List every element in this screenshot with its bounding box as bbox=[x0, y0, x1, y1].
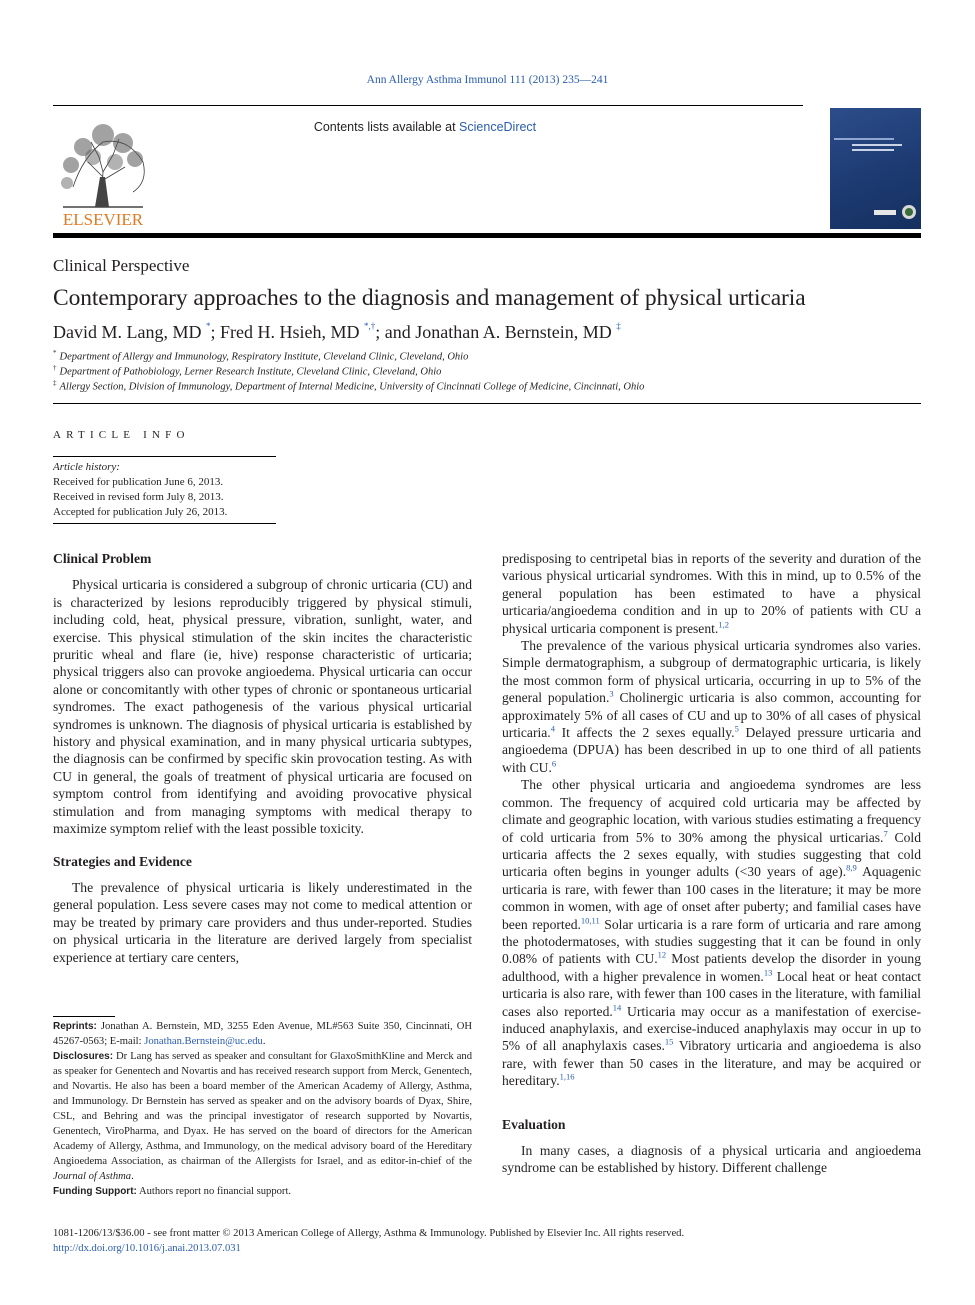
doi-link[interactable]: http://dx.doi.org/10.1016/j.anai.2013.07.031 bbox=[53, 1243, 241, 1254]
author-affiliation-mark[interactable]: * bbox=[205, 321, 211, 331]
paragraph-text: predisposing to centripetal bias in reports of the severity and duration of the various physical urticarial syndromes. With this in mind, up to 0.5% of the general population has been estimated to have a physical urticaria/angioedema condition and in up to 20% of patients with CU a physical urticaria component is present. bbox=[502, 551, 921, 636]
affiliation-mark: † bbox=[53, 364, 57, 372]
footnote-label: Disclosures: bbox=[53, 1051, 114, 1062]
paragraph-text: Most patients develop the disorder in young adulthood, with a higher prevalence in women. bbox=[502, 951, 922, 984]
footnote-text: . bbox=[262, 1036, 266, 1047]
author-affiliation-mark[interactable]: ‡ bbox=[616, 321, 621, 331]
citation[interactable]: 10,11 bbox=[580, 915, 600, 925]
history-accepted: Accepted for publication July 26, 2013. bbox=[53, 506, 228, 518]
paragraph-text: Urticaria may occur as a manifestation of exercise-induced anaphylaxis, and exercise-induced anaphylaxis may occur in up to 5% of all anaphylaxis cases. bbox=[502, 1003, 921, 1054]
citation[interactable]: 1,16 bbox=[559, 1071, 575, 1082]
contents-available bbox=[180, 120, 670, 134]
citation[interactable]: 5 bbox=[734, 723, 739, 734]
affiliation bbox=[53, 349, 468, 363]
paragraph-text: Vibratory urticaria and angioedema is also rare, with fewer than 50 cases in the literature, and may be acquired or hereditary. bbox=[502, 1038, 921, 1089]
paragraph-text: Local heat or heat contact urticaria is also rare, with fewer than 100 cases in the literature, with familial cases also reported. bbox=[502, 968, 921, 1019]
author-separator: ; and bbox=[375, 322, 416, 342]
article-history bbox=[53, 460, 227, 520]
affiliation-text: Allergy Section, Division of Immunology, Department of Internal Medicine, University of Cincinnati College of Medicine, Cincinnati, Ohio bbox=[59, 381, 645, 393]
journal-cover-thumbnail bbox=[830, 108, 921, 229]
footnote-text: . bbox=[131, 1171, 134, 1182]
citation[interactable]: 12 bbox=[657, 949, 667, 960]
sciencedirect-link[interactable]: ScienceDirect bbox=[459, 120, 537, 134]
journal-cover-art bbox=[830, 108, 921, 229]
heading-clinical-problem: Clinical Problem bbox=[53, 551, 152, 566]
paragraph: Physical urticaria is considered a subgroup of chronic urticaria (CU) and is characterized by lesions reproducibly triggered by physical stimuli, including cold, heat, physical pressure, vibration, sunlight, water, and exercise. This physical stimulation of the skin incites the characteristic pruritic wheal and flare (ie, hive) response characteristic of urticaria; physical triggers also can provoke angioedema. Physical urticaria can occur alone or concomitantly with other types of chronic or spontaneous urticarial syndromes. The exact pathogenesis of the various physical urticarial syndromes is unknown. The diagnosis of physical urticaria is established by history and physical examination, and in many physical urticaria subtypes, the diagnosis can be confirmed by specific skin provocation testing. As with CU in general, the goals of treatment of physical urticaria are focused on symptom control from identifying and avoiding provocative physical stimulation and from managing symptoms with medical therapy to maximize symptom relief with the least possible toxicity. bbox=[53, 577, 472, 837]
author-list bbox=[53, 322, 621, 343]
section-label: Clinical Perspective bbox=[53, 256, 190, 275]
affiliation-rule bbox=[53, 403, 921, 404]
citation[interactable]: 3 bbox=[609, 688, 614, 699]
header-thick-rule bbox=[53, 233, 921, 238]
footnote-funding bbox=[53, 1184, 472, 1199]
history-revised: Received in revised form July 8, 2013. bbox=[53, 491, 224, 503]
paragraph-text: Solar urticaria is a rare form of urticaria and rare among the photodermatoses, with studies suggesting that it can be found in only 0.08% of patients with CU. bbox=[502, 916, 921, 967]
paragraph-text: The other physical urticaria and angioedema syndromes are less common. The frequency of acquired cold urticaria may be affected by climate and geographic location, with various studies estimating a frequency of cold urticaria from 5% to 30% among the physical urticarias. bbox=[502, 777, 921, 845]
article-title: Contemporary approaches to the diagnosis and management of physical urticaria bbox=[53, 285, 806, 311]
footnote-disclosures bbox=[53, 1049, 472, 1184]
footnote-reprints bbox=[53, 1019, 472, 1049]
left-column bbox=[53, 550, 472, 966]
affiliation-text: Department of Pathobiology, Lerner Research Institute, Cleveland Clinic, Cleveland, Ohio bbox=[59, 366, 442, 378]
affiliation-mark: * bbox=[53, 349, 57, 357]
history-label: Article history: bbox=[53, 461, 120, 473]
svg-text:ELSEVIER: ELSEVIER bbox=[62, 210, 144, 229]
header-rule bbox=[53, 105, 803, 106]
heading-strategies-evidence: Strategies and Evidence bbox=[53, 853, 192, 869]
paragraph bbox=[502, 637, 921, 776]
footnote-rule bbox=[53, 1016, 115, 1017]
author-separator: ; bbox=[210, 322, 220, 342]
citation[interactable]: 4 bbox=[550, 723, 555, 734]
author-name: Fred H. Hsieh, MD bbox=[220, 322, 360, 342]
paragraph-text: Cold urticaria affects the 2 sexes equally, with studies suggesting that cold urticaria often begins in younger adults (<30 years of age). bbox=[502, 829, 921, 880]
paragraph-text: Cholinergic urticaria is also common, accounting for approximately 5% of all cases of CU and up to 30% of all cases of physical urticaria. bbox=[502, 690, 921, 741]
footnote-text: Authors report no financial support. bbox=[136, 1186, 292, 1197]
email-link[interactable]: Jonathan.Bernstein@uc.edu bbox=[144, 1036, 263, 1047]
copyright-line: 1081-1206/13/$36.00 - see front matter © 2013 American College of Allergy, Asthma & Immunology. Published by Elsevier Inc. All rights reserved. bbox=[53, 1228, 685, 1239]
citation[interactable]: 7 bbox=[883, 827, 888, 838]
paragraph-text: It affects the 2 sexes equally. bbox=[554, 725, 735, 741]
right-column bbox=[502, 550, 921, 1177]
author-name: Jonathan A. Bernstein, MD bbox=[415, 322, 612, 342]
elsevier-logo bbox=[53, 117, 153, 229]
paragraph-text: The prevalence of the various physical urticaria syndromes also varies. Simple dermatographism, a subgroup of dermatographic urticaria, is likely the most common form of physical urticaria, occurring in up to 5% of the general population. bbox=[502, 638, 921, 706]
history-received: Received for publication June 6, 2013. bbox=[53, 476, 224, 488]
author-affiliation-mark[interactable]: *,† bbox=[364, 321, 376, 331]
footnote-label: Reprints: bbox=[53, 1021, 97, 1032]
footnotes bbox=[53, 1019, 472, 1199]
paragraph: In many cases, a diagnosis of a physical urticaria and angioedema syndrome can be established by history. Different challenge bbox=[502, 1143, 921, 1176]
paragraph: The prevalence of physical urticaria is likely underestimated in the general population. Less severe cases may not come to medical attention or may be treated by primary care providers and thus under-reported. Studies on physical urticaria in the literature are derived largely from specialist experience at tertiary care centers, bbox=[53, 879, 472, 965]
paragraph bbox=[502, 550, 921, 637]
article-info-heading: ARTICLE INFO bbox=[53, 429, 190, 441]
heading-evaluation: Evaluation bbox=[502, 1116, 566, 1132]
footnote-text: Dr Lang has served as speaker and consultant for GlaxoSmithKline and Merck and as speaker for Genentech and Novartis and has received research support from Merck, Genentech, and Novartis. He also has been a board member of the American Academy of Allergy, Asthma, and Immunology. Dr Bernstein has served as speaker and on the advisory boards of Dyax, Shire, CSL, and Behring and was the principal investigator of research supported by Novartis, Genentech, ViroPharma, and Dyax. He has served on the board of directors for the American Academy of Allergy, Asthma, and Immunology, on the medical advisory board of the Hereditary Angioedema Association, as chairman of the Allergists for Israel, and as editor-in-chief of the bbox=[53, 1051, 472, 1167]
affiliation bbox=[53, 379, 644, 393]
article-info-rule bbox=[53, 523, 276, 524]
paragraph-text: Delayed pressure urticaria and angioedema (DPUA) has been described in up to one third of all patients with CU. bbox=[502, 725, 921, 775]
article-info-rule bbox=[53, 456, 276, 457]
citation[interactable]: 6 bbox=[551, 758, 557, 769]
citation[interactable]: 1,2 bbox=[718, 619, 729, 630]
citation[interactable]: 15 bbox=[664, 1036, 674, 1047]
paragraph-text: Aquagenic urticaria is rare, with fewer than 100 cases in the literature; it may be more common in women, with age of onset after puberty; and familial cases have been reported. bbox=[502, 864, 922, 932]
paragraph bbox=[502, 776, 921, 1089]
affiliation-mark: ‡ bbox=[53, 379, 57, 387]
citation[interactable]: 13 bbox=[763, 967, 773, 978]
contents-prefix: Contents lists available at bbox=[313, 120, 460, 134]
affiliation bbox=[53, 364, 441, 378]
footnote-label: Funding Support: bbox=[53, 1186, 137, 1197]
citation[interactable]: 14 bbox=[612, 1002, 622, 1013]
citation[interactable]: 8,9 bbox=[846, 862, 857, 873]
journal-reference[interactable]: Ann Allergy Asthma Immunol 111 (2013) 235—241 bbox=[366, 74, 609, 86]
journal-name: Journal of Asthma bbox=[53, 1171, 132, 1182]
footnote-text: Jonathan A. Bernstein, MD, 3255 Eden Avenue, ML#563 Suite 350, Cincinnati, OH 45267-0563; E-mail: bbox=[53, 1021, 472, 1047]
author-name: David M. Lang, MD bbox=[53, 322, 202, 342]
tree-icon bbox=[53, 117, 153, 229]
affiliation-text: Department of Allergy and Immunology, Respiratory Institute, Cleveland Clinic, Cleveland, Ohio bbox=[59, 351, 469, 363]
